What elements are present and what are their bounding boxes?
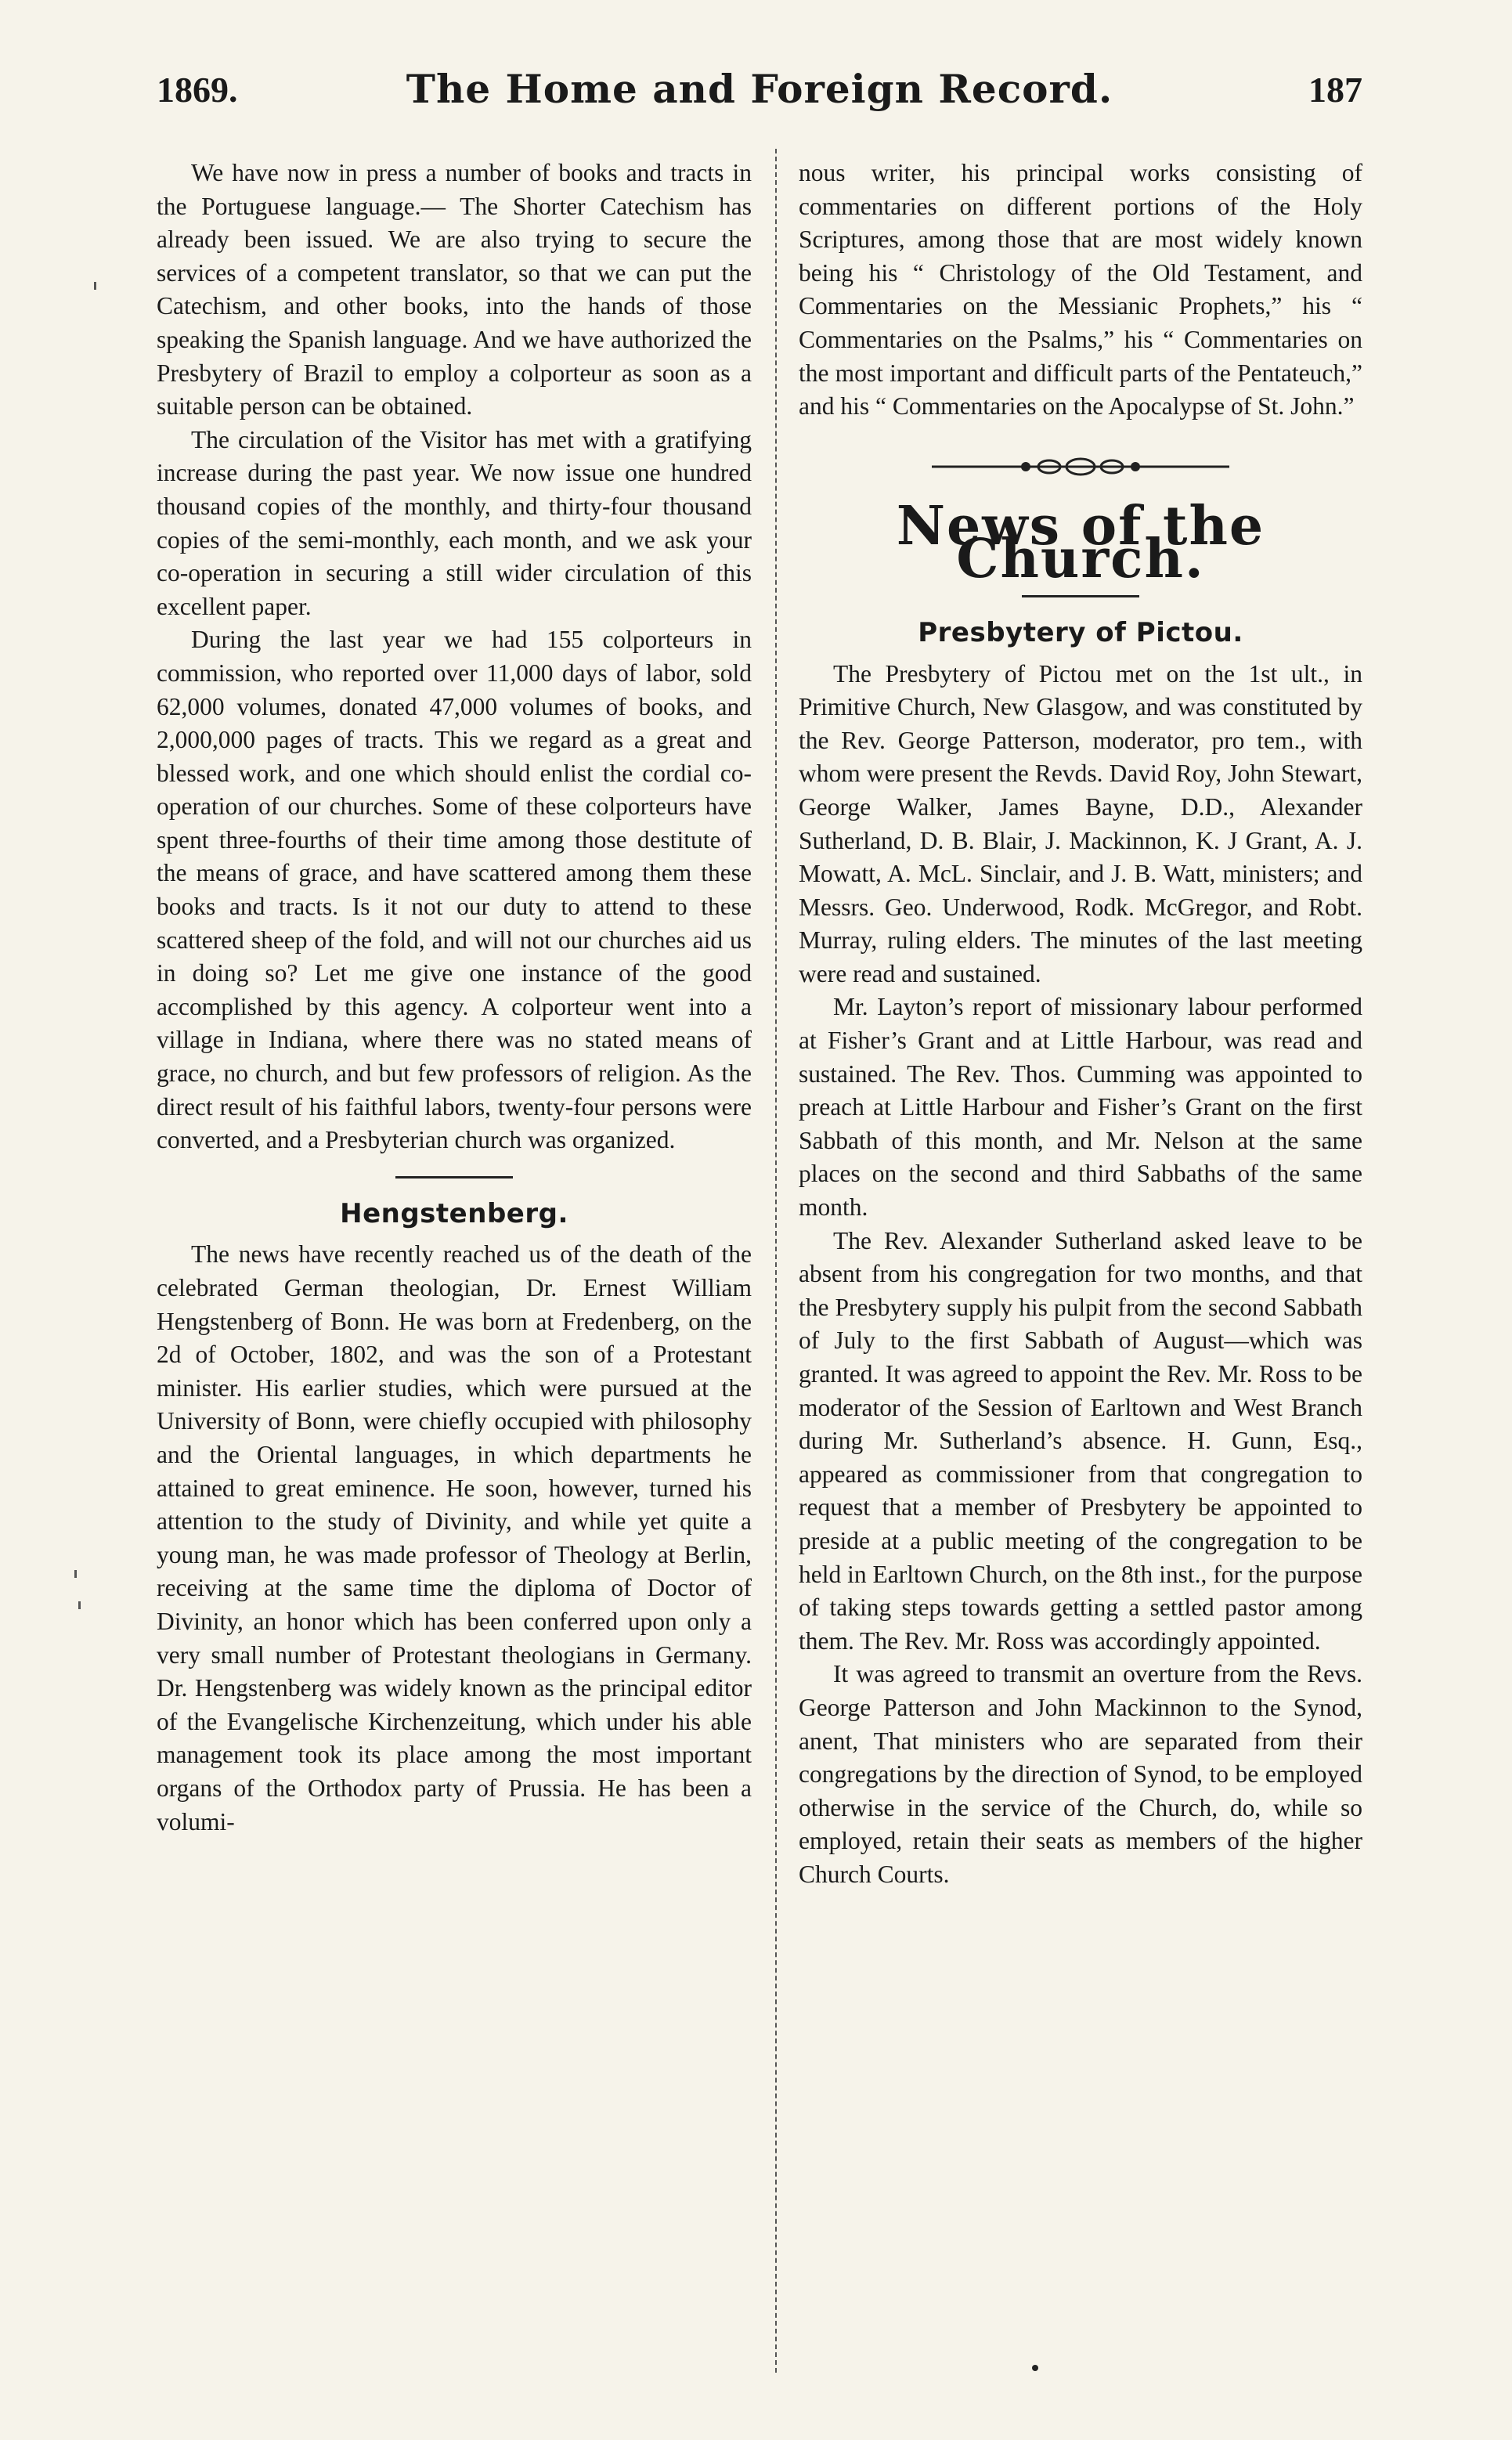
- paragraph-layton-report: Mr. Layton’s report of missionary labour performed at Fisher’s Grant and at Little Harbour, was read and sustained. The Rev. Thos. Cumming was appointed to preach at Little Harbour and Fisher’s Grant on the first Sabbath of this month, and Mr. Nelson at the same places on the second and third Sabbaths of the same month.: [799, 993, 1362, 1222]
- subsection-rule: [1022, 595, 1139, 597]
- page: [157, 63, 1362, 2380]
- paragraph-visitor-circulation: The circulation of the Visitor has met with a gratifying increase during the past year. We now issue one hundred thousand copies of the monthly, and thirty-four thousand copies of the semi-monthly, each month, and we ask your co-operation in securing a still wider circulation of this excellent paper.: [157, 425, 752, 620]
- paragraph-colporteurs: During the last year we had 155 colporteurs in commission, who reported over 11,000 days of labor, sold 62,000 volumes, donated 47,000 volumes of books, and 2,000,000 pages of tracts. This we regard as a great and blessed work, and one which should enlist the cordial co-operation of our churches. Some of these colporteurs have spent three-fourths of their time among those destitute of the means of grace, and have scattered among them these books and tracts. Is it not our duty to attend to these scattered sheep of the fold, and will not our churches aid us in doing so? Let me give one instance of the good accomplished by this agency. A colporteur went into a village in Indiana, where there was no stated means of grace, no church, and but few professors of religion. As the direct result of his faithful labors, twenty-four persons were converted, and a Presbyterian church was organized.: [157, 626, 752, 1154]
- margin-speck: [94, 282, 96, 290]
- margin-speck: [74, 1570, 77, 1578]
- hengstenberg-heading: Hengstenberg.: [340, 1197, 568, 1229]
- paragraph-hengstenberg: The news have recently reached us of the death of the celebrated German theologian, Dr. Ernest William Hengstenberg of Bonn. He was born at Fredenberg, on the 2d of October, 1802, and was the son of a Protestant minister. His earlier studies, which were pursued at the University of Bonn, were chiefly occupied with philosophy and the Oriental languages, in which departments he attained to great eminence. He soon, however, turned his attention to the study of Divinity, and while yet quite a young man, he was made professor of Theology at Berlin, receiving at the same time the diploma of Doctor of Divinity, an honor which has been conferred upon only a very small number of Protestant theologians in Germany. Dr. Hengstenberg was widely known as the principal editor of the Evangelische Kirchenzeitung, which under his able management took its place among the most important organs of the Orthodox party of Prussia. He has been a volumi-: [157, 1240, 752, 1835]
- paragraph-overture: It was agreed to transmit an overture from the Revs. George Patterson and John Mackinnon to the Synod, anent, That ministers who are separated from their congregations by the direction of Synod, to be employed otherwise in the service of the Church, do, while so employed, retain their seats as members of the higher Church Courts.: [799, 1660, 1362, 1888]
- paragraph-hengstenberg-continued: nous writer, his principal works consisting of commentaries on different portions of the Holy Scriptures, among those that are most widely known being his “ Christology of the Old Testament, and Commentaries on the Messianic Prophets,” his “ Commentaries on the Psalms,” his “ Commentaries on the most important and difficult parts of the Pentateuch,” and his “ Commentaries on the Apocalypse of St. John.”: [799, 159, 1362, 421]
- paragraph-sutherland-leave: The Rev. Alexander Sutherland asked leave to be absent from his congregation for two months, and that the Presbytery supply his pulpit from the second Sabbath of July to the first Sabbath of August—which was granted. It was agreed to appoint the Rev. Mr. Ross to be moderator of the Session of Earltown and West Branch during Mr. Sutherland’s absence. H. Gunn, Esq., appeared as commissioner from that congregation to request that a member of Presbytery be appointed to preside at a public meeting of the congregation to be held in Earltown Church, on the 8th inst., for the purpose of taking steps towards getting a settled pastor among them. The Rev. Mr. Ross was accordingly appointed.: [799, 1226, 1362, 1655]
- ornament-divider: [932, 455, 1229, 478]
- paragraph-portuguese-books: We have now in press a number of books and tracts in the Portuguese language.— The Shorter Catechism has already been issued. We are also trying to secure the services of a competent translator, so that we can put the Catechism, and other books, into the hands of those speaking the Spanish language. And we have authorized the Presbytery of Brazil to employ a colporteur as soon as a suitable person can be obtained.: [157, 159, 752, 421]
- header-page-number: 187: [1308, 70, 1362, 110]
- section-rule: [395, 1176, 513, 1178]
- margin-dot: [1032, 2365, 1038, 2371]
- presbytery-heading: Presbytery of Pictou.: [918, 616, 1243, 648]
- margin-speck: [78, 1601, 81, 1609]
- column-divider: [775, 149, 777, 2373]
- right-column: [799, 157, 1362, 1892]
- header-year: 1869.: [157, 70, 238, 110]
- left-column: [157, 157, 752, 1839]
- paragraph-presbytery-met: The Presbytery of Pictou met on the 1st ult., in Primitive Church, New Glasgow, and was constituted by the Rev. George Patterson, moderator, pro tem., with whom were present the Revds. David Roy, John Stewart, George Walker, James Bayne, D.D., Alexander Sutherland, D. B. Blair, J. Mackinnon, K. J Grant, A. J. Mowatt, A. McL. Sinclair, and J. B. Watt, ministers; and Messrs. Geo. Underwood, Rodk. McGregor, and Robt. Murray, ruling elders. The minutes of the last meeting were read and sustained.: [799, 659, 1362, 987]
- news-of-the-church-title: News of the Church.: [896, 494, 1265, 591]
- page-header: [157, 63, 1362, 149]
- header-title: The Home and Foreign Record.: [406, 66, 1113, 112]
